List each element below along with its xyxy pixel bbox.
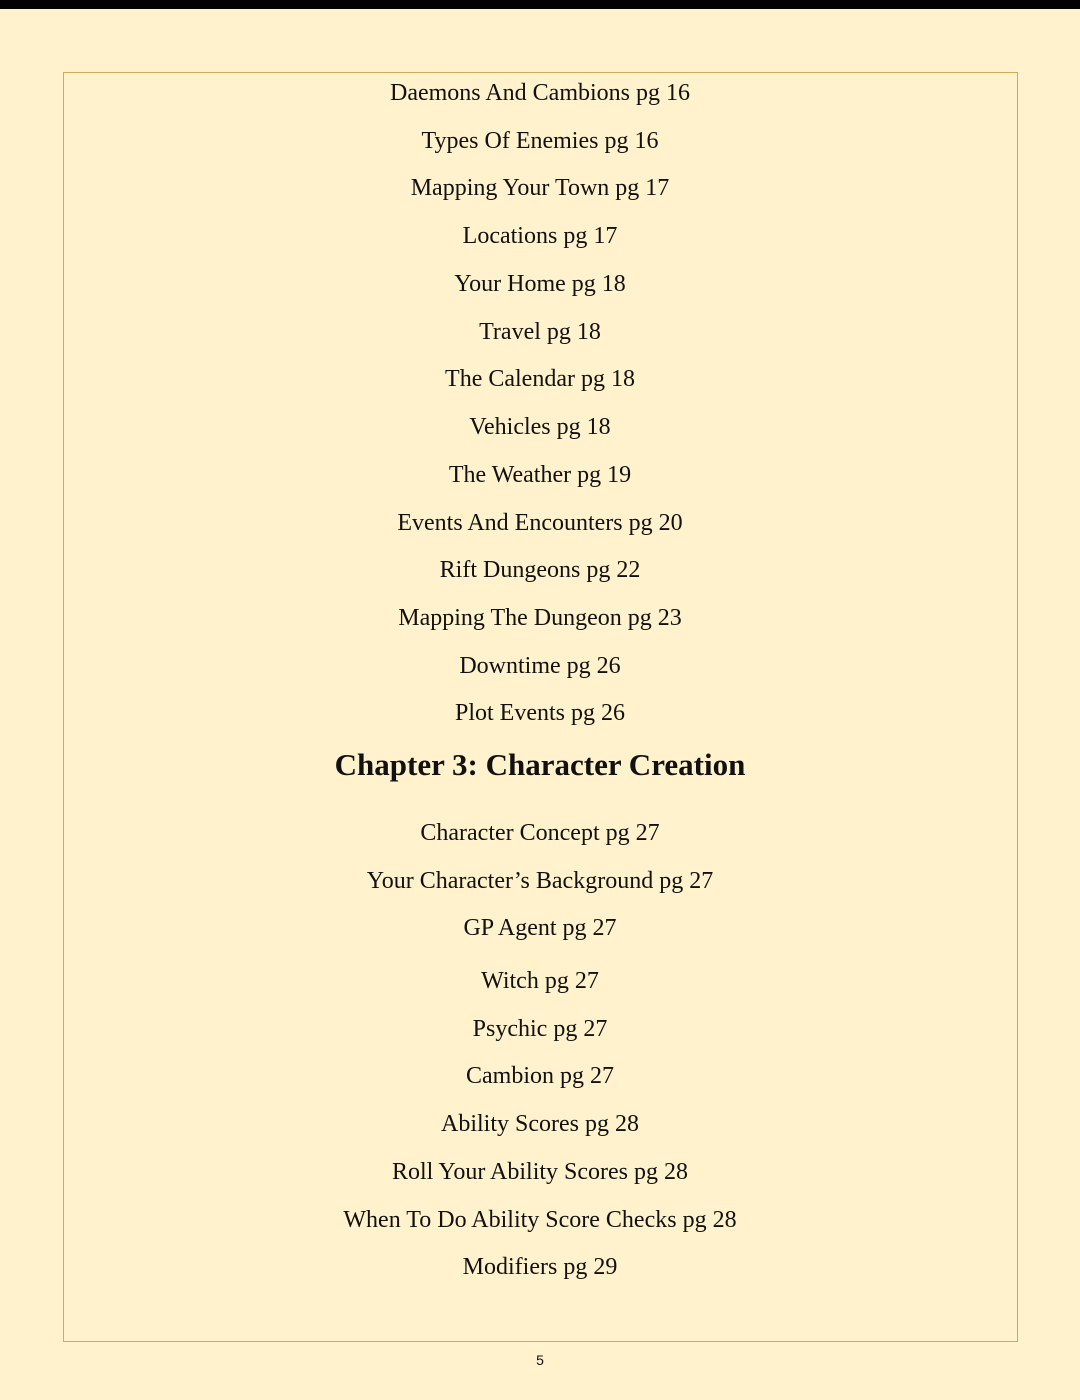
- toc-entry: Modifiers pg 29: [462, 1254, 618, 1280]
- toc-entry: Travel pg 18: [479, 319, 601, 345]
- toc-entry: Psychic pg 27: [472, 1016, 608, 1042]
- toc-entry: Your Home pg 18: [454, 271, 626, 297]
- toc-entry: Locations pg 17: [462, 223, 618, 249]
- toc-entry: Daemons And Cambions pg 16: [390, 80, 690, 106]
- top-status-bar: [0, 0, 1080, 9]
- toc-entry: Plot Events pg 26: [454, 700, 625, 726]
- toc-entry: When To Do Ability Score Checks pg 28: [343, 1207, 737, 1233]
- toc-entry: Types Of Enemies pg 16: [421, 128, 659, 154]
- toc-entry: Mapping Your Town pg 17: [410, 175, 670, 201]
- toc-entry: Your Character’s Background pg 27: [366, 868, 714, 894]
- page-number: 5: [536, 1352, 544, 1368]
- toc-entry: Cambion pg 27: [466, 1063, 614, 1089]
- chapter-heading: Chapter 3: Character Creation: [334, 747, 746, 782]
- toc-entry: The Weather pg 19: [448, 462, 632, 488]
- toc-entry: Character Concept pg 27: [420, 820, 660, 846]
- toc-entry: Ability Scores pg 28: [441, 1111, 639, 1137]
- toc-entry: Roll Your Ability Scores pg 28: [391, 1159, 689, 1185]
- toc-entry: Witch pg 27: [481, 968, 599, 994]
- toc-entry: The Calendar pg 18: [445, 366, 635, 392]
- toc-entry: Mapping The Dungeon pg 23: [398, 605, 682, 631]
- toc-entry: GP Agent pg 27: [463, 915, 617, 941]
- toc-entry: Downtime pg 26: [459, 653, 621, 679]
- toc-entry: Rift Dungeons pg 22: [439, 557, 641, 583]
- toc-entry: Events And Encounters pg 20: [397, 510, 683, 536]
- toc-entry: Vehicles pg 18: [469, 414, 611, 440]
